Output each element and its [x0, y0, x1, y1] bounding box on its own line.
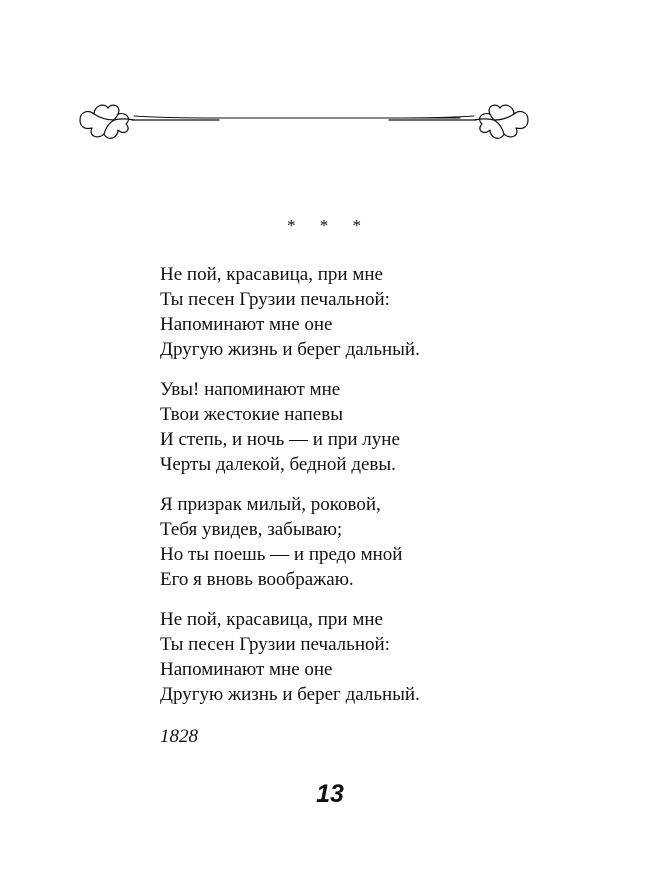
poem-line: Другую жизнь и берег дальный.: [160, 339, 420, 360]
poem-line: Но ты поешь — и предо мной: [160, 544, 403, 565]
poem-line: Черты далекой, бедной девы.: [160, 454, 396, 475]
poem-line: Тебя увидев, забываю;: [160, 519, 343, 540]
page-number: 13: [316, 780, 344, 808]
stanza-3: [160, 492, 600, 592]
stanza-2: [160, 377, 600, 477]
poem-line: Твои жестокие напевы: [160, 404, 343, 425]
poem-line: Ты песен Грузии печальной:: [160, 289, 390, 310]
stanza-1: [160, 262, 600, 362]
poem-line: Увы! напоминают мне: [160, 379, 341, 400]
stanza-separator: * * *: [287, 216, 371, 235]
poem-line: Не пой, красавица, при мне: [160, 264, 383, 285]
poem-line: Ты песен Грузии печальной:: [160, 634, 390, 655]
poem-line: Не пой, красавица, при мне: [160, 609, 383, 630]
poem-text: [160, 262, 600, 722]
poem-line: Другую жизнь и берег дальный.: [160, 684, 420, 705]
poem-line: Его я вновь воображаю.: [160, 569, 354, 590]
poem-line: Я призрак милый, роковой,: [160, 494, 381, 515]
poem-line: И степь, и ночь — и при луне: [160, 429, 400, 450]
flourish-rule-icon: [74, 96, 534, 144]
poem-line: Напоминают мне оне: [160, 659, 333, 680]
poem-line: Напоминают мне оне: [160, 314, 333, 335]
stanza-4: [160, 607, 600, 707]
poem-date: 1828: [160, 726, 198, 747]
